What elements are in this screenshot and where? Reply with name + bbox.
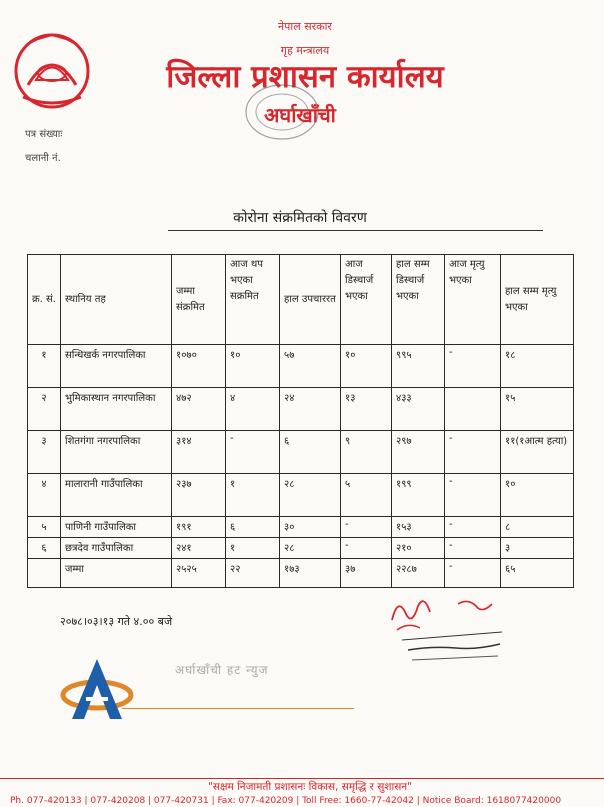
table-cell: ४७२ [172,387,226,430]
table-cell [28,559,61,588]
table-cell: २२८७ [392,559,445,588]
district-name: अर्घाखाँची [264,103,336,127]
header-serial: क्र. सं. [28,255,61,345]
table-row [28,559,574,588]
watermark-text: अर्घाखाँची हट न्युज [175,663,269,677]
table-cell: २२ [226,559,280,588]
table-cell: १ [226,537,280,558]
table-cell: २१० [392,537,445,558]
table-cell: भुमिकास्थान नगरपालिका [61,387,172,430]
table-cell: ४ [226,387,280,430]
office-name: जिल्ला प्रशासन कार्यालय [166,59,444,95]
title-underline [168,230,543,231]
table-cell: २८ [280,473,341,516]
table-cell: ६ [226,516,280,537]
header-active: हाल उपचाररत [280,255,341,345]
table-cell: १५३ [392,516,445,537]
document-title: कोरोना संक्रमितको विवरण [233,210,367,226]
table-cell: सन्धिखर्क नगरपालिका [61,345,172,388]
table-cell: - [445,559,501,588]
report-date-time: २०७८।०३।१३ गते ४.०० बजे [60,615,173,628]
table-cell: १८ [501,345,574,388]
table-cell: ६ [28,537,61,558]
table-cell: - [445,537,501,558]
table-cell: ४३३ [392,387,445,430]
table-cell: १७३ [280,559,341,588]
header-total-discharged: हाल सम्म डिस्चार्ज भएका [392,255,445,345]
signature-stamp [372,590,512,670]
table-cell: ४ [28,473,61,516]
table-cell: १ [226,473,280,516]
table-cell: ९ [341,430,392,473]
table-cell: ९९५ [392,345,445,388]
covid-status-table [27,254,574,588]
table-cell: १० [341,345,392,388]
table-cell: ६ [280,430,341,473]
table-cell: मालारानी गाउँपालिका [61,473,172,516]
dispatch-number-label: चलानी नं. [25,153,61,164]
table-cell: १०७० [172,345,226,388]
table-cell: - [341,516,392,537]
footer-contact-info: Ph. 077-420133 | 077-420208 | 077-420731 | Fax: 077-420209 | Toll Free: 1660-77-42042 | Notice Board: 1618077420000 [10,796,562,806]
table-cell: - [445,430,501,473]
table-cell: २३७ [172,473,226,516]
table-cell: १० [226,345,280,388]
table-cell: - [341,537,392,558]
table-cell: - [445,516,501,537]
table-cell: २५२५ [172,559,226,588]
table-cell: - [445,473,501,516]
header-today-new: आज थप भएका सक्रमित [226,255,280,345]
table-cell: १० [501,473,574,516]
table-cell: १९९ [392,473,445,516]
header-local-level: स्थानिय तह [61,255,172,345]
table-cell: १ [28,345,61,388]
table-cell: १९१ [172,516,226,537]
table-cell: - [226,430,280,473]
header-total-infected: जम्मा संक्रमित [172,255,226,345]
table-cell: २८ [280,537,341,558]
table-cell: २४१ [172,537,226,558]
table-cell: जम्मा [61,559,172,588]
table-cell: ८ [501,516,574,537]
header-total-deaths: हाल सम्म मृत्यु भएका [501,255,574,345]
government-name: नेपाल सरकार [278,20,332,33]
table-cell: ३ [501,537,574,558]
table-cell: १५ [501,387,574,430]
news-logo-icon [60,655,135,723]
table-cell: ५ [341,473,392,516]
table-row [28,430,574,473]
table-cell: ५ [28,516,61,537]
footer-divider [0,778,604,779]
header-today-deaths: आज मृत्यु भएका [445,255,501,345]
table-header-row [28,255,574,345]
table-row [28,387,574,430]
table-cell [445,387,501,430]
reference-number-label: पत्र संख्याः [25,129,63,140]
table-cell: १३ [341,387,392,430]
table-row [28,345,574,388]
table-cell: ११(१आत्म हत्या) [501,430,574,473]
logo-underline [122,708,354,709]
footer-motto: "सक्षम निजामती प्रशासनः विकास, समृद्धि र सुशासन" [208,781,412,793]
table-cell: - [445,345,501,388]
nepal-emblem-icon [8,25,96,113]
ministry-name: गृह मन्त्रालय [280,44,330,57]
table-row [28,473,574,516]
table-cell: ३० [280,516,341,537]
table-cell: ३ [28,430,61,473]
table-cell: शितगंगा नगरपालिका [61,430,172,473]
table-row [28,537,574,558]
table-cell: २९७ [392,430,445,473]
table-cell: ३१४ [172,430,226,473]
table-cell: २४ [280,387,341,430]
table-cell: छत्रदेव गाउँपालिका [61,537,172,558]
header-today-discharged: आज डिस्चार्ज भएका [341,255,392,345]
table-cell: २ [28,387,61,430]
table-cell: ५७ [280,345,341,388]
table-cell: ३७ [341,559,392,588]
table-cell: पाणिनी गाउँपालिका [61,516,172,537]
table-cell: ६५ [501,559,574,588]
table-row [28,516,574,537]
